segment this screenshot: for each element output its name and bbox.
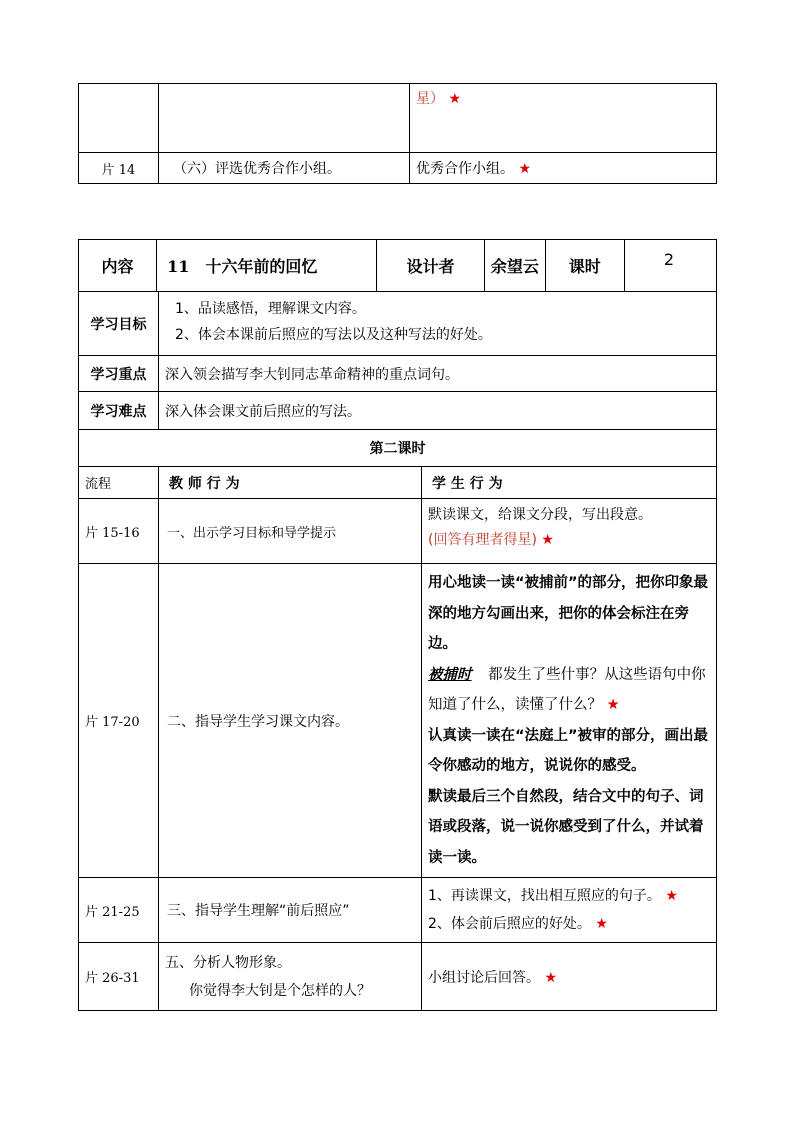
student-task: 认真读一读在“法庭上”被审的部分，画出最令你感动的地方，说说你的感受。: [428, 727, 709, 774]
student-action-cell: [422, 564, 717, 878]
slide-label: 片 15-16: [79, 499, 159, 564]
slide-label: 片 17-20: [79, 564, 159, 878]
teacher-action: 一、出示学习目标和导学提示: [159, 499, 422, 564]
focus-text: 深入领会描写李大钊同志革命精神的重点词句。: [159, 356, 717, 392]
difficulty-text: 深入体会课文前后照应的写法。: [159, 392, 717, 430]
slide-label: 片 21-25: [79, 878, 159, 943]
goals-label: 学习目标: [79, 292, 159, 356]
top-teacher-empty: [159, 84, 410, 153]
top-table: [78, 83, 717, 184]
teacher-action-cell: [159, 943, 422, 1011]
teacher-action: 二、指导学生学习课文内容。: [159, 564, 422, 878]
star-icon: ★: [518, 161, 532, 177]
student-action-cell: [422, 943, 717, 1011]
student-task: 都发生了些什事？从这些语句中你知道了什么，读懂了什么？: [428, 666, 706, 713]
student-action-cell: [410, 153, 717, 184]
designer-name: 余望云: [485, 240, 546, 292]
star-icon: ★: [665, 888, 678, 904]
focus-label: 学习重点: [79, 356, 159, 392]
top-student-text: 星）: [416, 91, 444, 107]
goal-item: 1、品读感悟，理解课文内容。: [175, 301, 366, 317]
star-icon: ★: [541, 532, 554, 548]
slide-label: 片 26-31: [79, 943, 159, 1011]
student-task: 默读最后三个自然段，结合文中的句子、词语或段落，说一说你感受到了什么，并试着读一读。: [428, 788, 704, 866]
star-icon: ★: [595, 916, 608, 932]
difficulty-label: 学习难点: [79, 392, 159, 430]
student-action-cell: [422, 499, 717, 564]
teacher-action: （六）评选优秀合作小组。: [159, 153, 410, 184]
student-action: 2、体会前后照应的好处。: [428, 916, 591, 932]
col-student: 学 生 行 为: [422, 467, 717, 499]
lesson-title: 11 十六年前的回忆: [157, 240, 377, 292]
student-task: 用心地读一读“被捕前”的部分，把你印象最深的地方勾画出来，把你的体会标注在旁边。: [428, 575, 709, 652]
goal-item: 2、体会本课前后照应的写法以及这种写法的好处。: [175, 327, 492, 343]
student-action-cell: [422, 878, 717, 943]
period-label: 课时: [545, 240, 624, 292]
content-label: 内容: [79, 240, 157, 292]
student-action: 默读课文，给课文分段，写出段意。: [428, 507, 652, 523]
star-icon: ★: [544, 969, 558, 986]
teacher-action: 五、分析人物形象。: [165, 954, 291, 971]
student-task-keyword: 被捕时: [428, 666, 472, 683]
goals-list: [159, 292, 717, 356]
slide-label: 片 14: [79, 153, 159, 184]
student-note: (回答有理者得星): [428, 532, 537, 548]
col-process: 流程: [79, 467, 159, 499]
section-title: 第二课时: [79, 430, 717, 467]
top-slide-empty: [79, 84, 159, 153]
student-action: 优秀合作小组。: [416, 161, 514, 177]
star-icon: ★: [606, 697, 620, 713]
student-action: 1、再读课文，找出相互照应的句子。: [428, 888, 661, 904]
student-action: 小组讨论后回答。: [428, 969, 540, 986]
period-value: 2: [663, 250, 675, 269]
col-teacher: 教 师 行 为: [159, 467, 422, 499]
teacher-action: 三、指导学生理解“前后照应”: [159, 878, 422, 943]
top-student-cell: [410, 84, 717, 153]
designer-label: 设计者: [376, 240, 484, 292]
lesson-body-table: [78, 291, 717, 1011]
teacher-question: 你觉得李大钊是个怎样的人？: [189, 982, 371, 999]
star-icon: ★: [448, 91, 462, 107]
